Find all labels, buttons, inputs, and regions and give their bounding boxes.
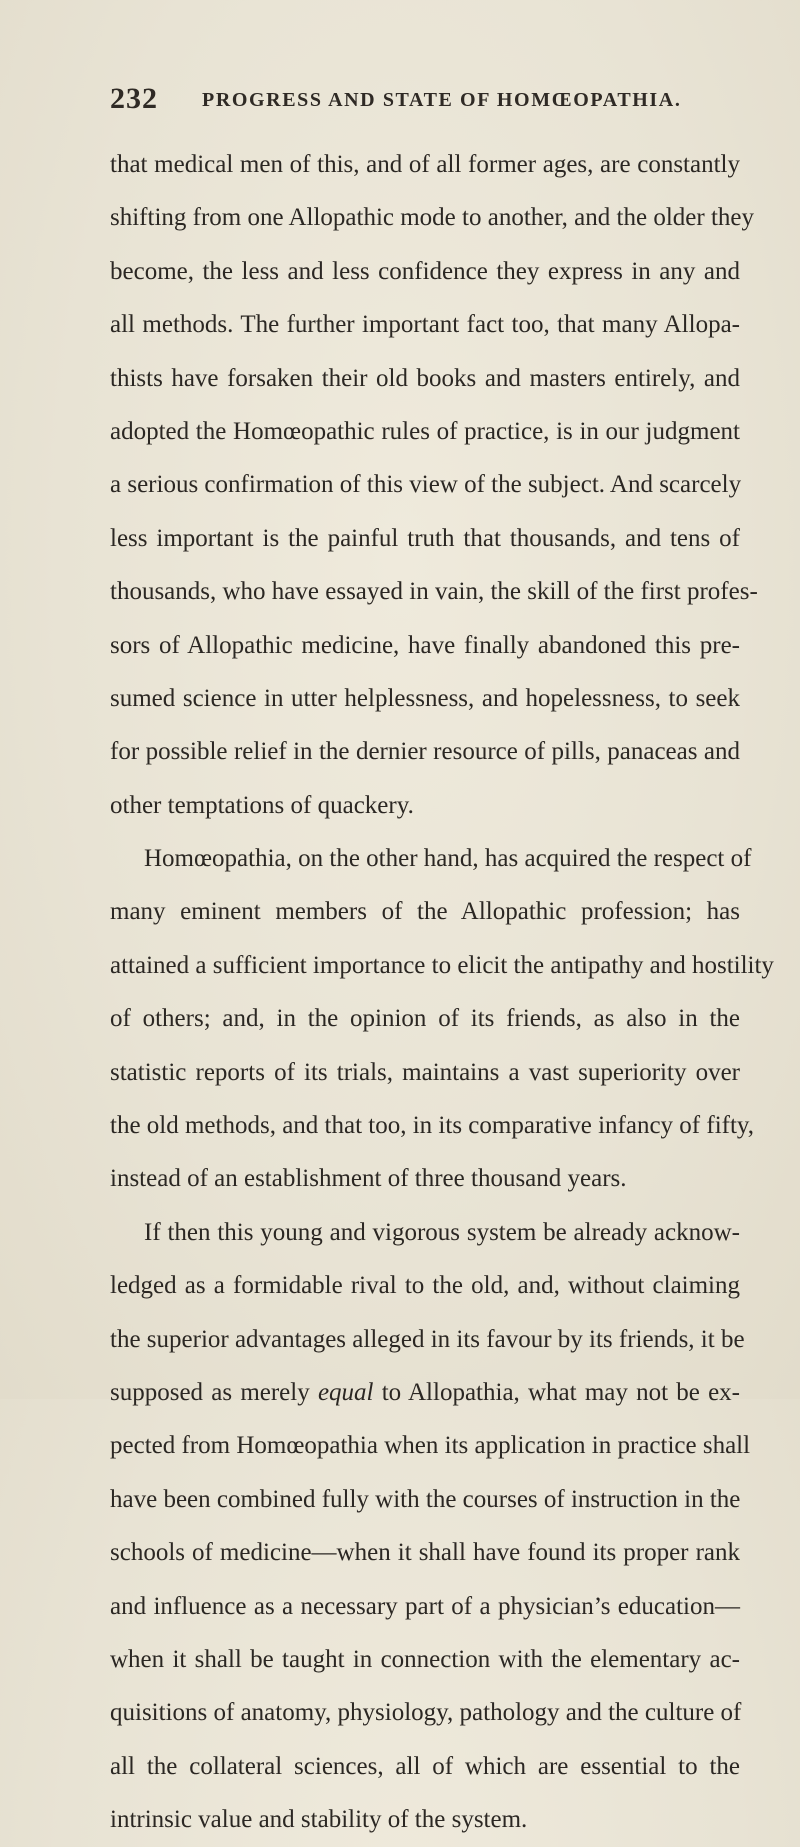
text-line: sors of Allopathic medicine, have finally abandoned this pre- xyxy=(110,631,740,659)
text-line: when it shall be taught in connection with the elementary ac- xyxy=(110,1645,740,1673)
paragraph-first-line: If then this young and vigorous system be already acknow- xyxy=(144,1218,740,1246)
paragraph-last-line: instead of an establishment of three thousand years. xyxy=(110,1165,627,1193)
text-line: the old methods, and that too, in its comparative infancy of fifty, xyxy=(110,1112,755,1140)
line-text-before: supposed as merely xyxy=(110,1378,318,1406)
text-line: that medical men of this, and of all former ages, are constantly xyxy=(110,151,740,178)
text-line: of others; and, in the opinion of its friends, as also in the xyxy=(110,1005,740,1033)
text-line: shifting from one Allopathic mode to another, and the older they xyxy=(110,204,754,232)
text-line: thousands, who have essayed in vain, the skill of the first profes- xyxy=(110,578,758,606)
body-text xyxy=(110,138,774,1847)
paragraph-last-line: other temptations of quackery. xyxy=(110,791,414,819)
running-title: PROGRESS AND STATE OF HOMŒOPATHIA. xyxy=(202,89,682,111)
text-line: less important is the painful truth that thousands, and tens of xyxy=(110,524,740,552)
text-line: have been combined fully with the courses of instruction in the xyxy=(110,1485,741,1513)
text-line-with-emphasis xyxy=(110,1366,740,1419)
italic-word: equal xyxy=(317,1378,374,1406)
text-line: the superior advantages alleged in its favour by its friends, it be xyxy=(110,1325,745,1353)
text-line: statistic reports of its trials, maintains a vast superiority over xyxy=(110,1058,740,1086)
page-number: 232 xyxy=(110,82,158,115)
paragraph-first-line: Homœopathia, on the other hand, has acquired the respect of xyxy=(144,845,752,873)
text-line: quisitions of anatomy, physiology, pathology and the culture of xyxy=(110,1699,742,1727)
text-line: all the collateral sciences, all of which are essential to the xyxy=(110,1752,740,1780)
running-head xyxy=(110,82,750,122)
text-line: pected from Homœopathia when its application in practice shall xyxy=(110,1432,751,1460)
text-line: sumed science in utter helplessness, and hopelessness, to seek xyxy=(110,684,740,712)
text-line: ledged as a formidable rival to the old, and, without claiming xyxy=(110,1272,740,1300)
text-line: all methods. The further important fact too, that many Allopa- xyxy=(110,311,740,339)
paragraph-last-line: intrinsic value and stability of the system. xyxy=(110,1806,528,1834)
text-line: become, the less and less confidence they express in any and xyxy=(110,257,740,285)
text-line: for possible relief in the dernier resource of pills, panaceas and xyxy=(110,738,740,766)
line-text-after: to Allopathia, what may not be ex- xyxy=(373,1378,740,1406)
text-line: a serious confirmation of this view of the subject. And scarcely xyxy=(110,471,742,499)
text-line: adopted the Homœopathic rules of practice, is in our judgment xyxy=(110,417,740,445)
text-line: and influence as a necessary part of a physician’s education— xyxy=(110,1592,740,1620)
text-line: schools of medicine—when it shall have found its proper rank xyxy=(110,1539,740,1567)
text-line: many eminent members of the Allopathic profession; has xyxy=(110,898,740,926)
text-line: attained a sufficient importance to elicit the antipathy and hostility xyxy=(110,951,774,979)
text-line: thists have forsaken their old books and masters entirely, and xyxy=(110,364,740,392)
